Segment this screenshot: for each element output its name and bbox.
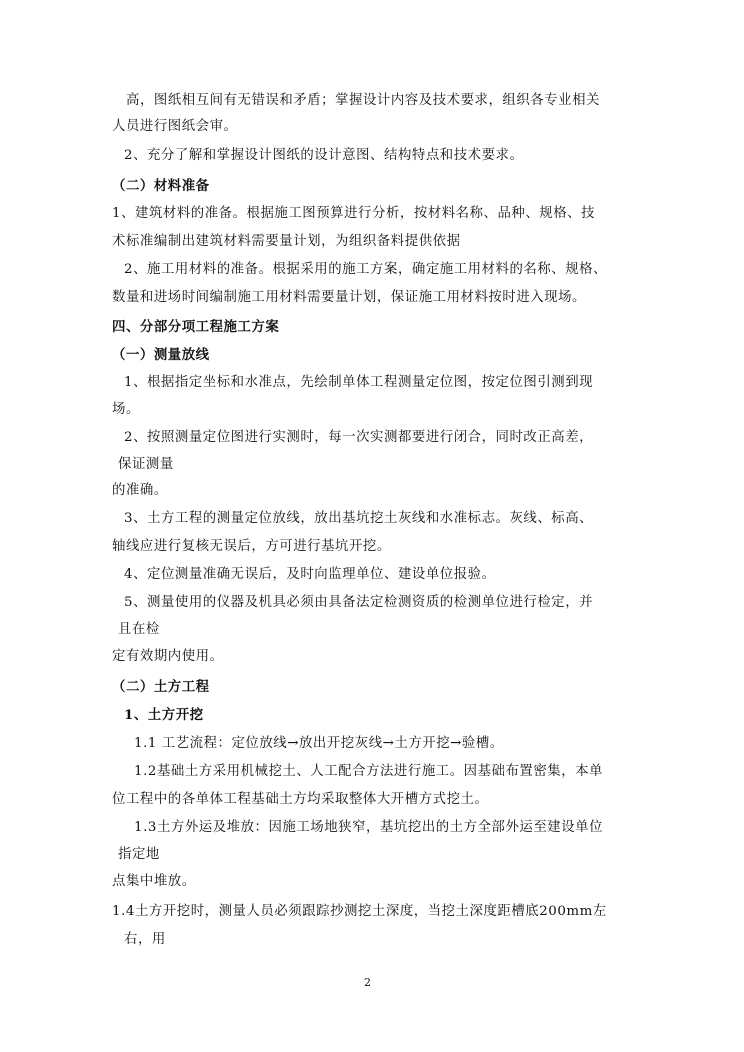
section-heading: （二）材料准备 — [112, 178, 210, 194]
subsection-heading: 1、土方开挖 — [124, 707, 204, 723]
text-line: 1、根据指定坐标和水准点，先绘制单体工程测量定位图，按定位图引测到现 — [124, 375, 594, 390]
text-line: 1.1 工艺流程：定位放线→放出开挖灰线→土方开挖→验槽。 — [134, 736, 504, 751]
text-line: 4、定位测量准确无误后，及时向监理单位、建设单位报验。 — [124, 567, 496, 582]
text-line: 2、施工用材料的准备。根据采用的施工方案，确定施工用材料的名称、规格、 — [124, 262, 608, 277]
text-line: 场。 — [112, 402, 140, 417]
text-line: 点集中堆放。 — [112, 874, 196, 889]
text-line: 且在检 — [118, 622, 160, 637]
text-line: 数量和进场时间编制施工用材料需要量计划，保证施工用材料按时进入现场。 — [112, 290, 586, 305]
text-line: 2、充分了解和掌握设计图纸的设计意图、结构特点和技术要求。 — [124, 148, 524, 163]
text-line: 3、土方工程的测量定位放线，放出基坑挖土灰线和水准标志。灰线、标高、 — [124, 511, 594, 526]
text-line: 轴线应进行复核无误后，方可进行基坑开挖。 — [112, 539, 391, 554]
text-line: 术标准编制出建筑材料需要量计划，为组织备料提供依据 — [112, 234, 461, 249]
text-line: 1.2基础土方采用机械挖土、人工配合方法进行施工。因基础布置密集，本单 — [134, 764, 604, 779]
text-line: 1.3土方外运及堆放：因施工场地狭窄，基坑挖出的土方全部外运至建设单位 — [134, 820, 604, 835]
section-heading: （一）测量放线 — [112, 347, 210, 363]
section-heading: （二）土方工程 — [112, 679, 210, 695]
text-line: 1、建筑材料的准备。根据施工图预算进行分析，按材料名称、品种、规格、技 — [112, 206, 596, 221]
text-line: 1.4土方开挖时，测量人员必须跟踪抄测挖土深度，当挖土深度距槽底200mm左 — [112, 904, 607, 919]
page-number: 2 — [364, 976, 371, 989]
text-line: 指定地 — [118, 847, 160, 862]
text-line: 右，用 — [124, 932, 166, 947]
text-line: 保证测量 — [118, 457, 174, 472]
chapter-heading: 四、分部分项工程施工方案 — [112, 319, 280, 335]
text-line: 5、测量使用的仪器及机具必须由具备法定检测资质的检测单位进行检定，并 — [124, 595, 594, 610]
text-line: 位工程中的各单体工程基础土方均采取整体大开槽方式挖土。 — [112, 792, 489, 807]
text-line: 定有效期内使用。 — [112, 649, 224, 664]
text-line: 人员进行图纸会审。 — [112, 119, 238, 134]
text-line: 2、按照测量定位图进行实测时，每一次实测都要进行闭合，同时改正高差， — [124, 430, 594, 445]
text-line: 高，图纸相互间有无错误和矛盾；掌握设计内容及技术要求，组织各专业相关 — [126, 93, 600, 108]
text-line: 的准确。 — [112, 483, 168, 498]
